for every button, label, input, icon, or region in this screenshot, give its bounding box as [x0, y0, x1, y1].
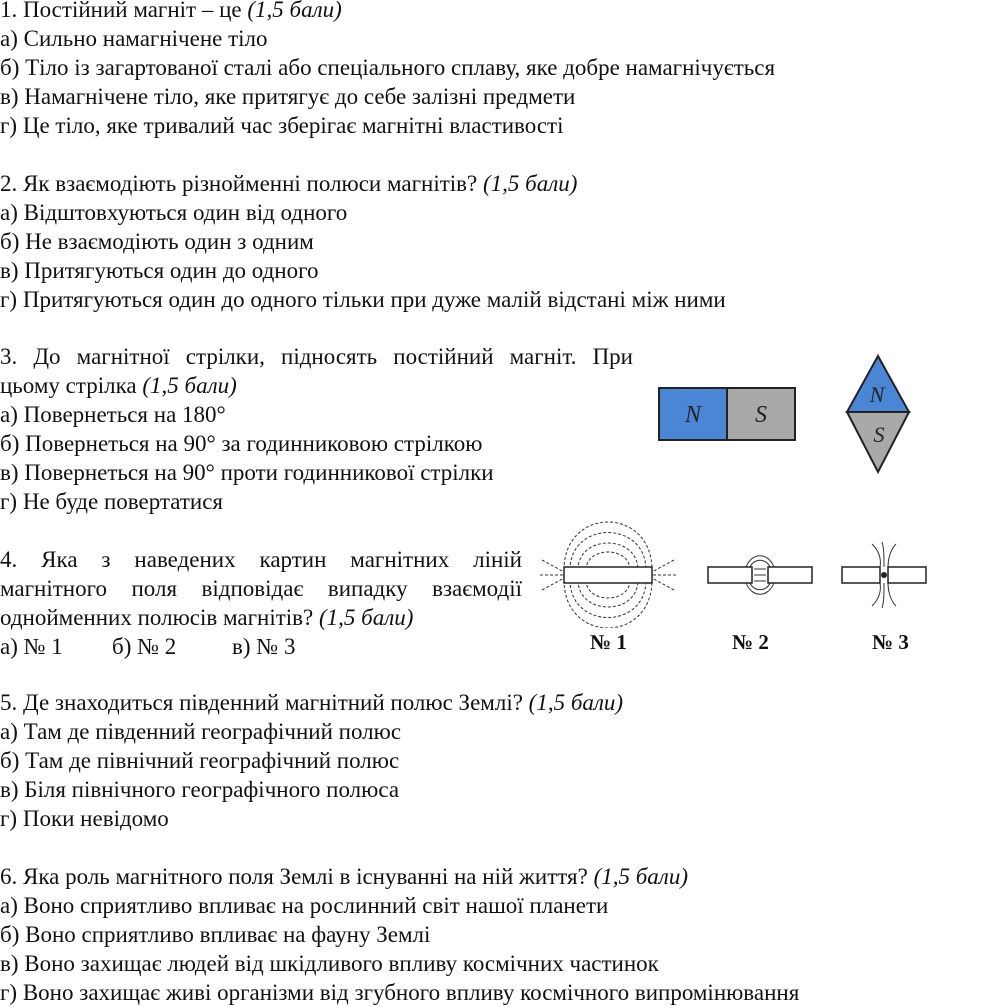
q2-question-text: 2. Як взаємодіють різнойменні полюси магнітів?	[0, 171, 478, 196]
q4-points: (1,5 бали)	[318, 605, 414, 630]
figure-label-1: № 1	[590, 630, 627, 654]
q5-question	[0, 688, 623, 717]
q1-question-text: 1. Постійний магніт – це	[0, 0, 242, 22]
field-line	[652, 578, 674, 590]
field-line	[542, 560, 564, 572]
needle-n-label: N	[869, 382, 885, 407]
figure-label-2: № 2	[732, 630, 769, 654]
q6-question-text: 6. Яка роль магнітного поля Землі в існуванні на ній життя?	[0, 864, 588, 889]
field-line	[872, 544, 880, 567]
q3-option-b[interactable]: б) Повернеться на 90° за годинниковою стрілкою	[0, 431, 483, 456]
q4-option-b[interactable]: б) № 2	[112, 634, 177, 659]
q2-option-d[interactable]: г) Притягуються один до одного тільки при дуже малій відстані між ними	[0, 287, 726, 312]
q4-question-text: однойменних полюсів магнітів?	[0, 605, 314, 630]
field-pattern-3	[838, 540, 938, 610]
q6-question	[0, 862, 688, 891]
field-line	[872, 583, 880, 606]
q5-option-b[interactable]: б) Там де північний географічний полюс	[0, 748, 400, 773]
field-line	[570, 533, 646, 571]
q6-option-a[interactable]: а) Воно сприятливо впливає на рослинний світ нашої планети	[0, 893, 609, 918]
q3-option-c[interactable]: в) Повернеться на 90° проти годинникової стрілки	[0, 460, 494, 485]
field-line	[882, 542, 884, 567]
q3-option-a[interactable]: а) Повернеться на 180°	[0, 402, 226, 427]
magnet-n-label: N	[684, 402, 702, 428]
field-line	[750, 583, 770, 590]
q5-points: (1,5 бали)	[528, 690, 624, 715]
q4-option-a[interactable]: а) № 1	[0, 634, 63, 659]
q1-question	[0, 0, 342, 24]
field-line	[750, 560, 770, 567]
q1-option-a[interactable]: а) Сильно намагнічене тіло	[0, 26, 268, 51]
field-line	[888, 583, 896, 606]
q3-option-d[interactable]: г) Не буде повертатися	[0, 489, 223, 514]
q3-question-line1: 3. До магнітної стрілки, підносять постійний магніт. При	[0, 344, 633, 369]
q6-option-c[interactable]: в) Воно захищає людей від шкідливого впливу космічних частинок	[0, 951, 659, 976]
q1-option-d[interactable]: г) Це тіло, яке тривалий час зберігає магнітні властивості	[0, 113, 564, 138]
field-line	[652, 560, 674, 572]
q4-options	[0, 632, 295, 661]
q4-question-line2: магнітного поля відповідає випадку взаємодії	[0, 576, 522, 601]
q4-question-line3	[0, 603, 413, 632]
q2-option-a[interactable]: а) Відштовхуються один від одного	[0, 200, 348, 225]
q4-question-line1: 4. Яка з наведених картин магнітних ліній	[0, 547, 522, 572]
field-line	[578, 543, 638, 570]
field-magnet	[564, 567, 652, 583]
field-pattern-2	[700, 540, 830, 610]
needle-s-label: S	[873, 422, 885, 447]
q2-points: (1,5 бали)	[483, 171, 578, 196]
field-magnet-left	[842, 567, 880, 583]
field-line	[578, 580, 638, 607]
field-line	[564, 522, 652, 570]
field-line	[888, 544, 896, 567]
q3-figure	[655, 350, 915, 480]
field-line	[882, 583, 884, 608]
q3-question-line2	[0, 371, 237, 400]
q3-points: (1,5 бали)	[142, 373, 237, 398]
q6-option-d[interactable]: г) Воно захищає живі організми від згубного впливу космічного випромінювання	[0, 980, 800, 1005]
field-magnet-right	[768, 567, 812, 583]
q2-option-c[interactable]: в) Притягуються один до одного	[0, 258, 319, 283]
q5-question-text: 5. Де знаходиться південний магнітний полюс Землі?	[0, 690, 523, 715]
field-line	[564, 580, 652, 628]
field-pattern-1	[538, 520, 678, 628]
q5-option-d[interactable]: г) Поки невідомо	[0, 806, 169, 831]
q6-points: (1,5 бали)	[593, 864, 688, 889]
field-line	[570, 580, 646, 618]
field-magnet-right	[888, 567, 926, 583]
field-line	[542, 578, 564, 590]
q2-question	[0, 169, 577, 198]
q1-points: (1,5 бали)	[247, 0, 342, 22]
field-line	[746, 583, 774, 594]
field-magnet-left	[708, 567, 752, 583]
q2-option-b[interactable]: б) Не взаємодіють один з одним	[0, 229, 314, 254]
q1-option-b[interactable]: б) Тіло із загартованої сталі або спеціального сплаву, яке добре намагнічується	[0, 55, 776, 80]
q4-option-c[interactable]: в) № 3	[232, 634, 296, 659]
figure-label-3: № 3	[872, 630, 909, 654]
q1-option-c[interactable]: в) Намагнічене тіло, яке притягує до себе залізні предмети	[0, 84, 576, 109]
q6-option-b[interactable]: б) Воно сприятливо впливає на фауну Землі	[0, 922, 431, 947]
q3-question-text: цьому стрілка	[0, 373, 137, 398]
field-line	[746, 556, 774, 567]
q5-option-a[interactable]: а) Там де південний географічний полюс	[0, 719, 402, 744]
magnet-s-label: S	[755, 402, 767, 428]
q5-option-c[interactable]: в) Біля північного географічного полюса	[0, 777, 400, 802]
field-center-dot	[881, 572, 887, 578]
